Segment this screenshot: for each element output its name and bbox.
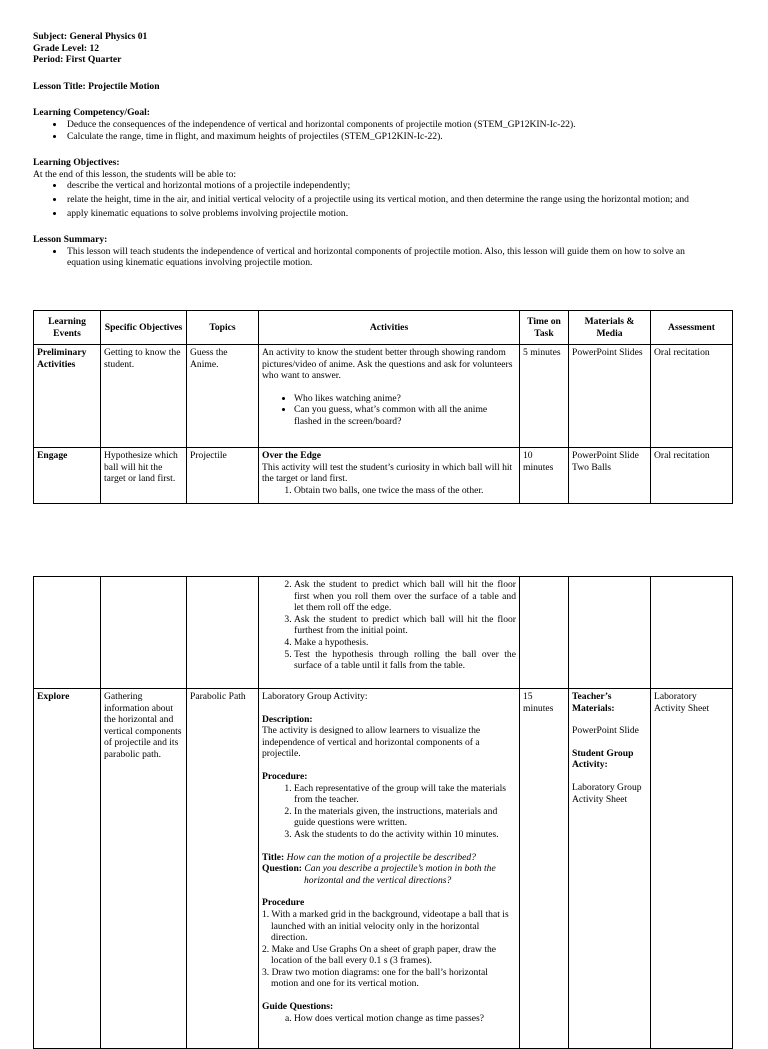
procedure-step: 3. Ask the students to do the activity within 10 minutes. bbox=[294, 829, 516, 841]
description-text: The activity is designed to allow learners to visualize the independence of vertical and horizontal components of a projectile. bbox=[262, 725, 481, 760]
lesson-title: Lesson Title: Projectile Motion bbox=[33, 80, 160, 92]
column-header: Activities bbox=[259, 311, 520, 345]
lesson-header bbox=[33, 31, 733, 269]
competency-list bbox=[33, 119, 733, 142]
lesson-plan-table bbox=[33, 310, 733, 504]
activity-step: 2. Ask the student to predict which ball will hit the floor first when you roll them over the surface of a table and let them roll off the edge. bbox=[294, 579, 516, 614]
activity-cell bbox=[259, 345, 520, 448]
time-cell bbox=[520, 577, 569, 689]
topic-cell: Parabolic Path bbox=[187, 689, 259, 1049]
objective-item: • relate the height, time in the air, and initial vertical velocity of a projectile using its vertical motion, and then determine the range using the horizontal motion; and bbox=[65, 194, 723, 206]
time-cell: 10 minutes bbox=[520, 448, 569, 504]
assessment-cell: Laboratory Activity Sheet bbox=[651, 689, 733, 1049]
objective-cell: Hypothesize which ball will hit the target or land first. bbox=[101, 448, 187, 504]
column-header: Assessment bbox=[651, 311, 733, 345]
guide-questions bbox=[262, 1013, 516, 1025]
guide-question: a. How does vertical motion change as time passes? bbox=[294, 1013, 516, 1025]
grade-line: Grade Level: 12 bbox=[33, 42, 100, 54]
event-cell: Engage bbox=[34, 448, 101, 504]
competency-item: • Deduce the consequences of the independence of vertical and horizontal components of projectile motion (STEM_GP12KIN-Ic-22). bbox=[65, 119, 733, 131]
activity-cell bbox=[259, 448, 520, 504]
procedure-step: 2. In the materials given, the instructions, materials and guide questions were written. bbox=[294, 806, 516, 829]
activity-cell bbox=[259, 689, 520, 1049]
teacher-materials-item: PowerPoint Slide bbox=[572, 725, 639, 737]
activity-text: This activity will test the student’s curiosity in which ball will hit the target or land first. bbox=[262, 461, 513, 485]
title-label: Title: bbox=[262, 851, 285, 863]
activity-cell bbox=[259, 577, 520, 689]
activity-step: 4. Make a hypothesis. bbox=[294, 637, 516, 649]
activity-title: Over the Edge bbox=[262, 450, 321, 461]
column-header: Specific Objectives bbox=[101, 311, 187, 345]
procedure2-list bbox=[262, 909, 516, 990]
objectives-heading: Learning Objectives: bbox=[33, 157, 120, 169]
subject-line: Subject: General Physics 01 bbox=[33, 31, 148, 42]
column-header: Topics bbox=[187, 311, 259, 345]
activity-step: 1. Obtain two balls, one twice the mass of the other. bbox=[294, 485, 516, 497]
activity-text: An activity to know the student better through showing random pictures/video of anime. Ask the questions and ask for volunteers who want to answer. bbox=[262, 347, 513, 382]
table-row bbox=[34, 345, 733, 448]
objective-item: • describe the vertical and horizontal motions of a projectile independently; bbox=[65, 180, 723, 192]
title-text: How can the motion of a projectile be described? bbox=[286, 851, 476, 863]
table-row bbox=[34, 448, 733, 504]
procedure-step: 1. Each representative of the group will take the materials from the teacher. bbox=[294, 783, 516, 806]
table-row bbox=[34, 689, 733, 1049]
summary-list bbox=[33, 246, 733, 269]
event-cell: Preliminary Activities bbox=[34, 345, 101, 448]
topic-cell: Guess the Anime. bbox=[187, 345, 259, 448]
procedure2-step: 2. Make and Use Graphs On a sheet of graph paper, draw the location of the ball every 0.1 s (3 frames). bbox=[262, 943, 497, 967]
lab-title bbox=[262, 852, 516, 864]
objectives-list bbox=[33, 180, 733, 219]
objective-item: • apply kinematic equations to solve problems involving projectile motion. bbox=[65, 208, 723, 220]
student-materials-label: Student Group Activity: bbox=[572, 747, 634, 771]
table-header-row bbox=[34, 311, 733, 345]
time-cell: 5 minutes bbox=[520, 345, 569, 448]
activity-bullet: • Can you guess, what’s common with all the anime flashed in the screen/board? bbox=[294, 404, 516, 427]
column-header: Materials & Media bbox=[569, 311, 651, 345]
event-cell bbox=[34, 577, 101, 689]
lab-question bbox=[262, 863, 516, 886]
question-label: Question: bbox=[262, 863, 302, 875]
description-label: Description: bbox=[262, 713, 313, 725]
materials-cell bbox=[569, 577, 651, 689]
materials-cell bbox=[569, 689, 651, 1049]
teacher-materials-label: Teacher’s Materials: bbox=[572, 691, 615, 714]
column-header: Learning Events bbox=[34, 311, 101, 345]
activity-steps bbox=[262, 485, 516, 497]
materials-cell: PowerPoint Slides bbox=[569, 345, 651, 448]
guide-label: Guide Questions: bbox=[262, 1001, 334, 1013]
student-materials-item: Laboratory Group Activity Sheet bbox=[572, 781, 642, 805]
objective-cell: Getting to know the student. bbox=[101, 345, 187, 448]
assessment-cell: Oral recitation bbox=[651, 345, 733, 448]
activity-steps bbox=[262, 579, 516, 672]
time-cell: 15 minutes bbox=[520, 689, 569, 1049]
assessment-cell bbox=[651, 577, 733, 689]
activity-bullet: • Who likes watching anime? bbox=[294, 393, 516, 405]
summary-heading: Lesson Summary: bbox=[33, 234, 108, 246]
table-row bbox=[34, 577, 733, 689]
objective-cell bbox=[101, 577, 187, 689]
topic-cell: Projectile bbox=[187, 448, 259, 504]
question-text: Can you describe a projectile’s motion in both the horizontal and the vertical directions? bbox=[304, 863, 496, 886]
column-header: Time on Task bbox=[520, 311, 569, 345]
assessment-cell: Oral recitation bbox=[651, 448, 733, 504]
procedure-list bbox=[262, 783, 516, 841]
event-cell: Explore bbox=[34, 689, 101, 1049]
activity-bullets bbox=[262, 393, 516, 428]
activity-step: 3. Ask the student to predict which ball will hit the floor furthest from the initial point. bbox=[294, 614, 516, 637]
summary-item: • This lesson will teach students the independence of vertical and horizontal components of projectile motion. Also, this lesson will guide them on how to solve an equation using kinematic equations involving projectile motion. bbox=[65, 246, 713, 269]
topic-cell bbox=[187, 577, 259, 689]
materials-cell: PowerPoint Slide Two Balls bbox=[569, 448, 651, 504]
activity-step: 5. Test the hypothesis through rolling the ball over the surface of a table until it falls from the table. bbox=[294, 649, 516, 672]
activity-title: Laboratory Group Activity: bbox=[262, 691, 368, 702]
lesson-plan-table-continued bbox=[33, 576, 733, 1049]
procedure2-step: 1. With a marked grid in the background, videotape a ball that is launched with an initial velocity only in the horizontal direction. bbox=[262, 908, 509, 944]
procedure-label: Procedure: bbox=[262, 770, 308, 782]
period-line: Period: First Quarter bbox=[33, 54, 122, 66]
competency-item: • Calculate the range, time in flight, and maximum heights of projectiles (STEM_GP12KIN-Ic-22). bbox=[65, 131, 733, 143]
procedure2-label: Procedure bbox=[262, 897, 305, 909]
procedure2-step: 3. Draw two motion diagrams: one for the ball’s horizontal motion and one for its vertical motion. bbox=[262, 966, 488, 990]
objective-cell: Gathering information about the horizontal and vertical components of projectile and its parabolic path. bbox=[101, 689, 187, 1049]
competency-heading: Learning Competency/Goal: bbox=[33, 107, 150, 119]
objectives-intro: At the end of this lesson, the students will be able to: bbox=[33, 168, 237, 180]
